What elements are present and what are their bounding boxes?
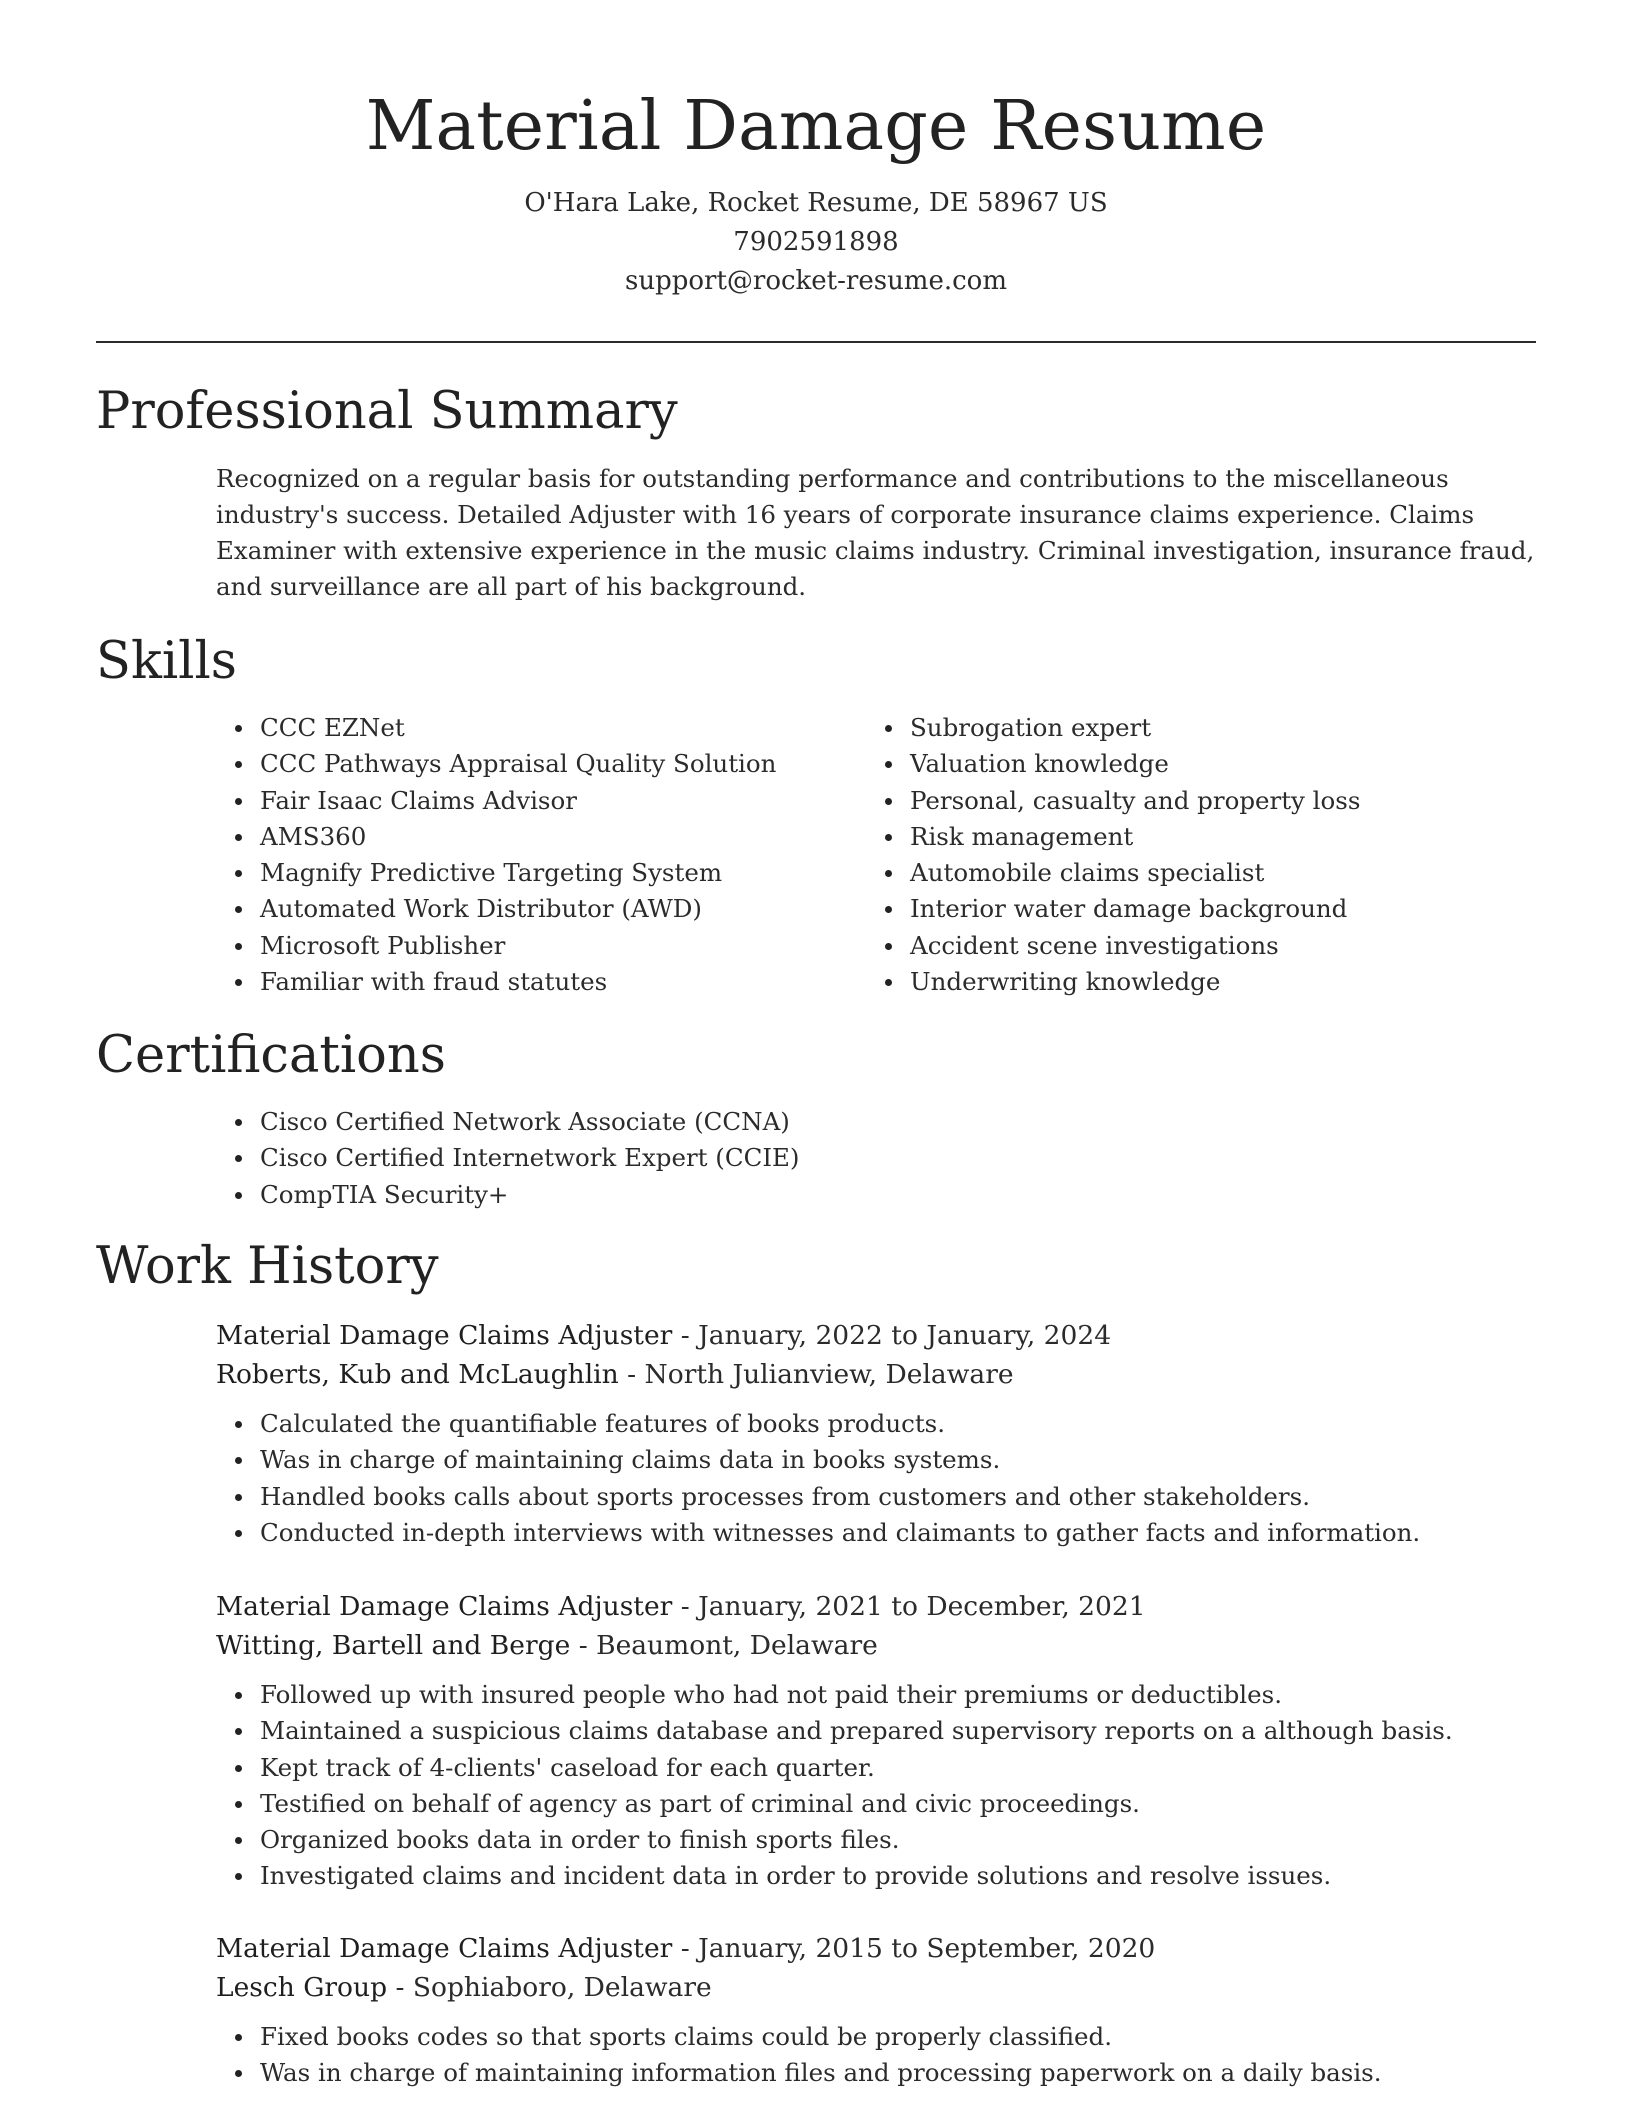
skill-item: Accident scene investigations [866, 928, 1536, 964]
job-entry [216, 1929, 1536, 2092]
resume-header [96, 78, 1536, 301]
skill-item: CCC EZNet [216, 710, 856, 746]
skill-item: Microsoft Publisher [216, 928, 856, 964]
job-entry [216, 1587, 1536, 1895]
skill-item: Valuation knowledge [866, 746, 1536, 782]
skill-item: Magnify Predictive Targeting System [216, 855, 856, 891]
job-duty-item: Calculated the quantifiable features of books products. [216, 1406, 1536, 1442]
job-duties [216, 1677, 1536, 1895]
certifications-list [216, 1104, 1536, 1213]
certification-item: Cisco Certified Network Associate (CCNA) [216, 1104, 1536, 1140]
job-company-line: Lesch Group - Sophiaboro, Delaware [216, 1972, 712, 2003]
skill-item: Personal, casualty and property loss [866, 783, 1536, 819]
job-title-line: Material Damage Claims Adjuster - January, 2015 to September, 2020 [216, 1933, 1156, 1964]
job-company: Witting, Bartell and Berge [216, 1630, 571, 1661]
skills-list-left [216, 710, 856, 1000]
job-title: Material Damage Claims Adjuster [216, 1933, 673, 1964]
skill-item: Interior water damage background [866, 891, 1536, 927]
job-entry [216, 1316, 1536, 1551]
job-location: North Julianview, Delaware [644, 1359, 1014, 1390]
job-duty-item: Was in charge of maintaining information files and processing paperwork on a daily basis. [216, 2055, 1536, 2091]
certification-item: Cisco Certified Internetwork Expert (CCIE) [216, 1140, 1536, 1176]
skill-item: Underwriting knowledge [866, 964, 1536, 1000]
job-duties [216, 1406, 1536, 1551]
contact-phone: 7902591898 [733, 227, 899, 257]
contact-email: support@rocket-resume.com [624, 266, 1007, 296]
job-duties [216, 2019, 1536, 2092]
work-history-heading: Work History [96, 1237, 439, 1296]
job-title: Material Damage Claims Adjuster [216, 1591, 673, 1622]
job-company: Lesch Group [216, 1972, 388, 2003]
skill-item: Fair Isaac Claims Advisor [216, 783, 856, 819]
certifications-heading: Certifications [96, 1026, 446, 1085]
skill-item: Automobile claims specialist [866, 855, 1536, 891]
job-dates: January, 2021 to December, 2021 [698, 1591, 1146, 1622]
job-duty-item: Maintained a suspicious claims database and prepared supervisory reports on a although basis. [216, 1713, 1536, 1749]
summary-heading: Professional Summary [96, 382, 678, 441]
job-company: Roberts, Kub and McLaughlin [216, 1359, 619, 1390]
skill-item: CCC Pathways Appraisal Quality Solution [216, 746, 856, 782]
job-title: Material Damage Claims Adjuster [216, 1320, 673, 1351]
job-duty-item: Testified on behalf of agency as part of criminal and civic proceedings. [216, 1786, 1536, 1822]
contact-address: O'Hara Lake, Rocket Resume, DE 58967 US [524, 188, 1108, 218]
skill-item: Risk management [866, 819, 1536, 855]
job-duty-item: Conducted in-depth interviews with witnesses and claimants to gather facts and information. [216, 1515, 1536, 1551]
certification-item: CompTIA Security+ [216, 1177, 1536, 1213]
job-company-line: Witting, Bartell and Berge - Beaumont, Delaware [216, 1630, 878, 1661]
job-duty-item: Fixed books codes so that sports claims could be properly classified. [216, 2019, 1536, 2055]
resume-title: Material Damage Resume [365, 87, 1267, 166]
job-title-line: Material Damage Claims Adjuster - January, 2021 to December, 2021 [216, 1591, 1146, 1622]
skill-item: Subrogation expert [866, 710, 1536, 746]
job-title-line: Material Damage Claims Adjuster - January, 2022 to January, 2024 [216, 1320, 1112, 1351]
skill-item: Automated Work Distributor (AWD) [216, 891, 856, 927]
skills-list-right [866, 710, 1536, 1000]
job-location: Sophiaboro, Delaware [412, 1972, 712, 2003]
job-duty-item: Followed up with insured people who had not paid their premiums or deductibles. [216, 1677, 1536, 1713]
skills-heading: Skills [96, 632, 237, 691]
job-duty-item: Handled books calls about sports processes from customers and other stakeholders. [216, 1479, 1536, 1515]
skill-item: Familiar with fraud statutes [216, 964, 856, 1000]
header-divider [96, 341, 1536, 343]
job-duty-item: Investigated claims and incident data in order to provide solutions and resolve issues. [216, 1858, 1536, 1894]
job-duty-item: Organized books data in order to finish sports files. [216, 1822, 1536, 1858]
job-company-line: Roberts, Kub and McLaughlin - North Julianview, Delaware [216, 1359, 1014, 1390]
summary-text: Recognized on a regular basis for outstanding performance and contributions to the miscellaneous industry's success. Detailed Adjuster with 16 years of corporate insurance claims experience. Claims Examiner with extensive experience in the music claims industry. Criminal investigation, insurance fraud, and surveillance are all part of his background. [216, 464, 1535, 601]
job-duty-item: Was in charge of maintaining claims data in books systems. [216, 1442, 1536, 1478]
skill-item: AMS360 [216, 819, 856, 855]
job-dates: January, 2015 to September, 2020 [698, 1933, 1156, 1964]
job-location: Beaumont, Delaware [596, 1630, 878, 1661]
job-dates: January, 2022 to January, 2024 [698, 1320, 1112, 1351]
job-duty-item: Kept track of 4-clients' caseload for each quarter. [216, 1750, 1536, 1786]
